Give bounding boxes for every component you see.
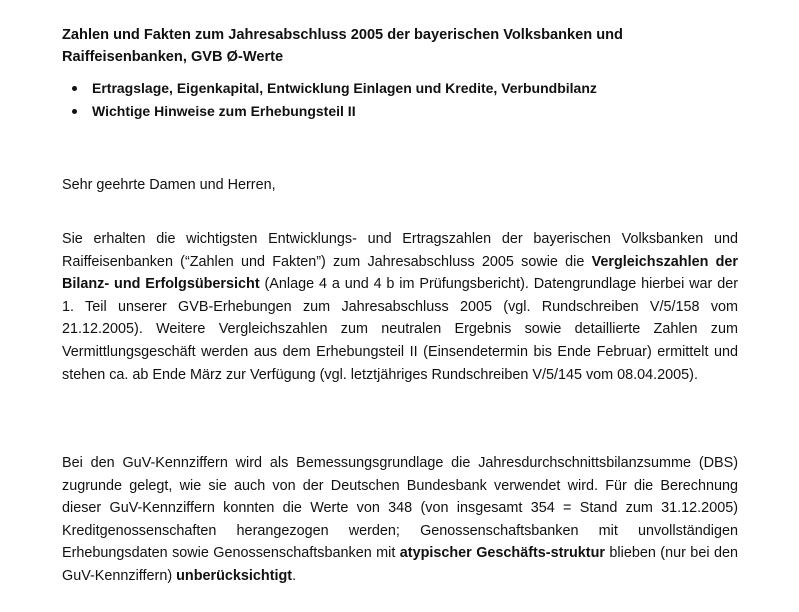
title-line-1: Zahlen und Fakten zum Jahresabschluss 2005 der bayerischen Volksbanken und xyxy=(62,27,623,43)
paragraph-1 xyxy=(62,228,738,386)
title-line-2: Raiffeisenbanken, GVB Ø-Werte xyxy=(62,49,284,65)
bullet-icon xyxy=(72,86,77,91)
paragraph-1-text-b: (Anlage 4 a und 4 b im Prüfungsbericht). Datengrundlage hierbei war der 1. Teil unserer GVB-Erhebungen zum Jahresabschluss 2005 (vgl. Rundschreiben V/5/158 vom 21.12.2005). Weitere Vergleichszahlen zum neutralen Ergebnis sowie detaillierte Zahlen zum Vermittlungsgeschäft werden aus dem Erhebungsteil II (Einsendetermin bis Ende Februar) ermittelt und stehen ca. ab Ende März zur Verfügung (vgl. letztjähriges Rundschreiben V/5/145 vom 08.04.2005). xyxy=(62,276,738,383)
paragraph-2 xyxy=(62,452,738,588)
bullet-icon xyxy=(72,109,77,114)
list-item xyxy=(70,100,597,123)
salutation: Sehr geehrte Damen und Herren, xyxy=(62,177,276,193)
paragraph-2-bold-a: atypischer Geschäfts-struktur xyxy=(399,545,605,562)
document-title xyxy=(62,24,738,68)
list-item xyxy=(70,77,597,100)
paragraph-2-text-b: blieben (nur bei den GuV-Kennziffern) xyxy=(62,545,738,584)
paragraph-2-bold-b: unberücksichtigt xyxy=(176,567,293,584)
bullet-text: Wichtige Hinweise zum Erhebungsteil II xyxy=(92,103,356,119)
paragraph-2-text-c: . xyxy=(292,567,297,584)
paragraph-1-text-a: Sie erhalten die wichtigsten Entwicklungs- und Ertragszahlen der bayerischen Volksbanken und Raiffeisenbanken (“Zahlen und Fakten”) zum Jahresabschluss 2005 sowie die xyxy=(62,231,738,270)
topic-list xyxy=(70,77,597,123)
bullet-text: Ertragslage, Eigenkapital, Entwicklung Einlagen und Kredite, Verbundbilanz xyxy=(92,80,597,96)
paragraph-2-text-a: Bei den GuV-Kennziffern wird als Bemessungsgrundlage die Jahresdurchschnittsbilanzsumme (DBS) zugrunde gelegt, wie sie auch von der Deutschen Bundesbank verwendet wird. Für die Berechnung dieser GuV-Kennziffern konnten die Werte von 348 (von insgesamt 354 = Stand zum 31.12.2005) Kreditgenossenschaften herangezogen werden; Genossenschaftsbanken mit unvollständigen Erhebungsdaten sowie Genossenschaftsbanken mit xyxy=(62,455,738,562)
paragraph-1-bold: Vergleichszahlen der Bilanz- und Erfolgsübersicht xyxy=(62,253,738,293)
